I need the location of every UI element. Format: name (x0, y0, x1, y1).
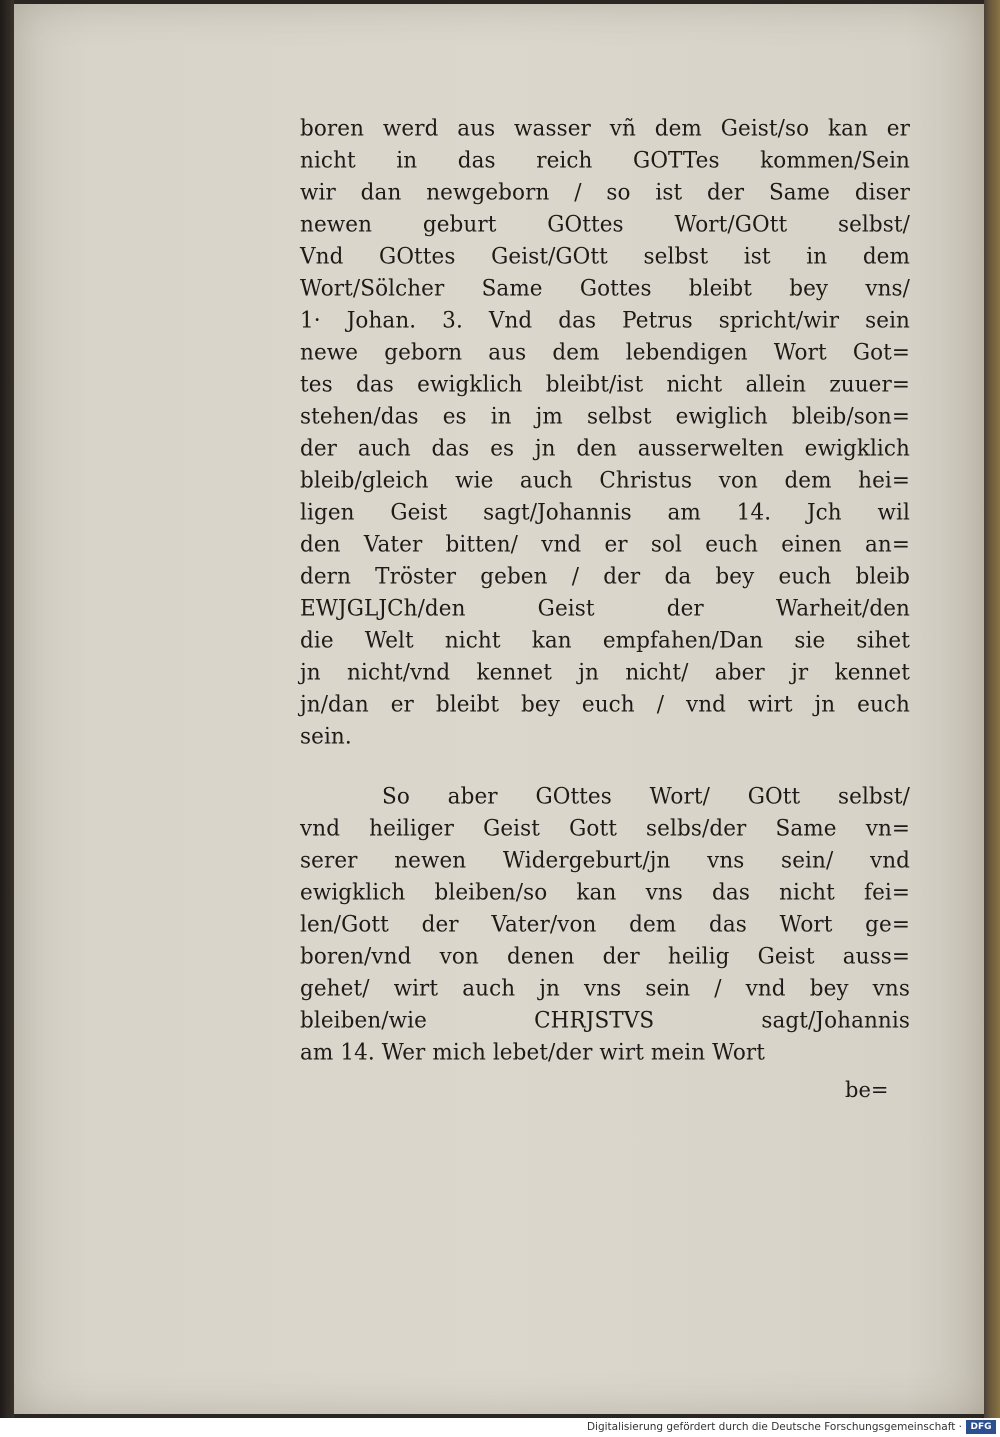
text-line: bleib/gleich wie auch Christus von dem hei= (300, 467, 910, 494)
footer-bar (0, 1418, 1000, 1437)
text-line: den Vater bitten/ vnd er sol euch einen an= (300, 531, 910, 558)
text-line: So aber GOttes Wort/ GOtt selbst/ (382, 783, 910, 810)
text-line: boren/vnd von denen der heilig Geist auss= (300, 943, 910, 970)
text-line: stehen/das es in jm selbst ewiglich bleib/son= (300, 403, 910, 430)
text-line: EWJGLJCh/den Geist der Warheit/den (300, 595, 910, 622)
text-line: jn nicht/vnd kennet jn nicht/ aber jr kennet (300, 659, 910, 686)
paragraph-2 (300, 781, 910, 1069)
text-line: bleiben/wie CHRJSTVS sagt/Johannis (300, 1007, 910, 1034)
text-line: jn/dan er bleibt bey euch / vnd wirt jn euch (300, 691, 910, 718)
text-line: tes das ewigklich bleibt/ist nicht allein zuuer= (300, 371, 910, 398)
funding-notice: Digitalisierung gefördert durch die Deutsche Forschungsgemeinschaft · (586, 1421, 962, 1433)
paragraph-1 (300, 113, 910, 753)
text-line: am 14. Wer mich lebet/der wirt mein Wort (300, 1039, 766, 1066)
text-line: 1· Johan. 3. Vnd das Petrus spricht/wir sein (300, 307, 910, 334)
binding-edge-left (0, 0, 14, 1418)
text-line: gehet/ wirt auch jn vns sein / vnd bey vns (300, 975, 910, 1002)
text-line: Vnd GOttes Geist/GOtt selbst ist in dem (300, 243, 910, 270)
text-line: newen geburt GOttes Wort/GOtt selbst/ (300, 211, 910, 238)
dfg-logo-icon: DFG (966, 1420, 996, 1434)
text-line: ewigklich bleiben/so kan vns das nicht fei= (300, 879, 910, 906)
book-edge-right (984, 0, 1000, 1418)
paragraph-gap (300, 753, 910, 781)
text-line: Wort/Sölcher Same Gottes bleibt bey vns/ (300, 275, 910, 302)
text-line: wir dan newgeborn / so ist der Same diser (300, 179, 910, 206)
text-line: dern Tröster geben / der da bey euch bleib (300, 563, 910, 590)
text-line: serer newen Widergeburt/jn vns sein/ vnd (300, 847, 910, 874)
body-text (300, 113, 910, 1069)
text-line: der auch das es jn den ausserwelten ewigklich (300, 435, 910, 462)
text-line: vnd heiliger Geist Gott selbs/der Same vn= (300, 815, 910, 842)
text-line: die Welt nicht kan empfahen/Dan sie sihet (300, 627, 910, 654)
text-line: len/Gott der Vater/von dem das Wort ge= (300, 911, 910, 938)
text-line: sein. (300, 723, 352, 750)
text-line: ligen Geist sagt/Johannis am 14. Jch wil (300, 499, 910, 526)
text-line: nicht in das reich GOTTes kommen/Sein (300, 147, 910, 174)
text-line: boren werd aus wasser vñ dem Geist/so kan er (300, 115, 910, 142)
catchword: be= (845, 1078, 889, 1102)
text-line: newe geborn aus dem lebendigen Wort Got= (300, 339, 910, 366)
